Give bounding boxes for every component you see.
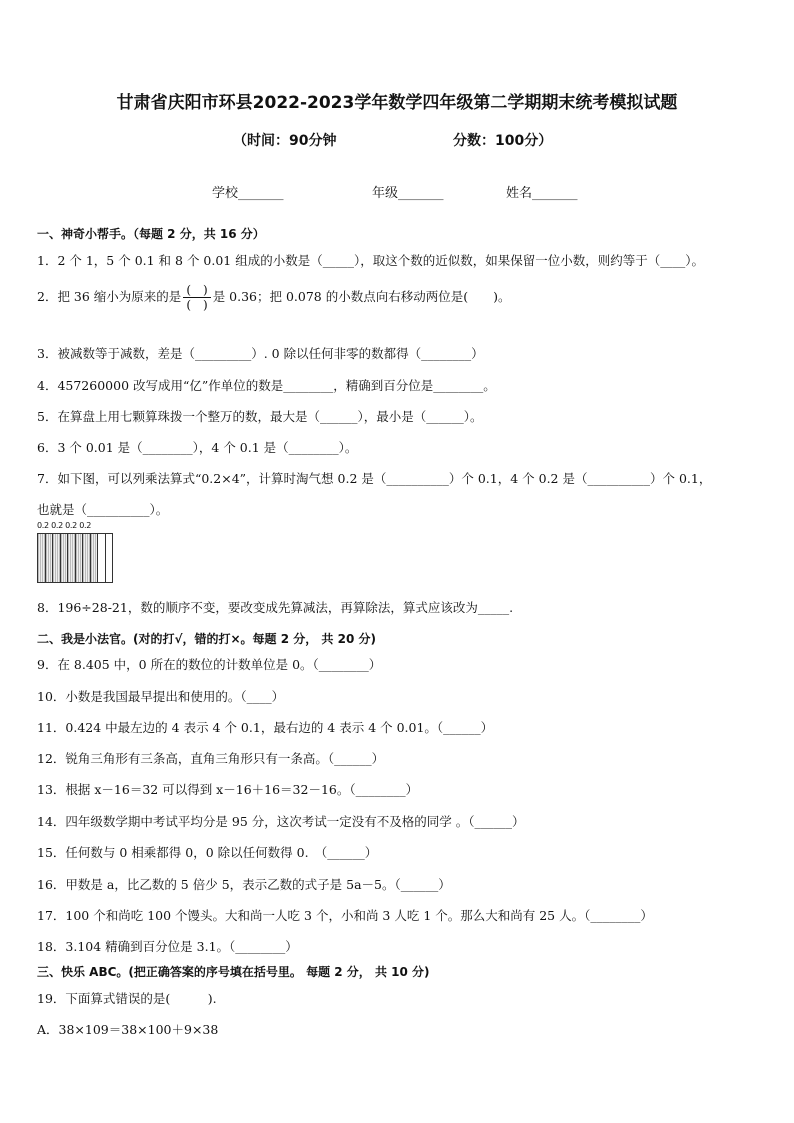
question-10: 10．小数是我国最早提出和使用的。（____） [37, 689, 285, 704]
section-3-heading: 三、快乐 ABC。(把正确答案的序号填在括号里。 每题 2 分， 共 10 分) [37, 965, 430, 979]
question-12: 12．锐角三角形有三条高，直角三角形只有一条高。（______） [37, 751, 385, 766]
question-9: 9．在 8.405 中，0 所在的数位的计数单位是 0。（________） [37, 657, 382, 672]
question-18: 18．3.104 精确到百分位是 3.1。（________） [37, 939, 298, 954]
section-1-heading: 一、神奇小帮手。（每题 2 分，共 16 分） [37, 227, 265, 241]
strip-column [68, 534, 76, 582]
decimal-strip-figure [37, 521, 117, 585]
section-2-heading: 二、我是小法官。(对的打√，错的打×。每题 2 分， 共 20 分) [37, 632, 376, 646]
figure-grid [37, 533, 113, 583]
strip-column [46, 534, 54, 582]
strip-column [83, 534, 91, 582]
strip-column [98, 534, 106, 582]
question-17: 17．100 个和尚吃 100 个馒头。大和尚一人吃 3 个，小和尚 3 人吃 1 个。那么大和尚有 25 人。（________） [37, 908, 653, 923]
question-19: 19．下面算式错误的是( ). [37, 991, 217, 1006]
strip-column [106, 534, 113, 582]
question-11: 11．0.424 中最左边的 4 表示 4 个 0.1，最右边的 4 表示 4 个 0.01。（______） [37, 720, 494, 735]
question-1: 1．2 个 1，5 个 0.1 和 8 个 0.01 组成的小数是（_____），取这个数的近似数，如果保留一位小数，则约等于（____）。 [37, 253, 704, 268]
figure-labels: 0.2 0.2 0.2 0.2 [37, 521, 92, 530]
question-5: 5．在算盘上用七颗算珠拨一个整万的数，最大是（______），最小是（______）。 [37, 409, 483, 424]
question-3: 3．被减数等于减数，差是（_________）. 0 除以任何非零的数都得（________） [37, 346, 484, 361]
strip-column [61, 534, 69, 582]
exam-score: 分数：100分） [453, 133, 553, 149]
strip-column [53, 534, 61, 582]
question-4: 4．457260000 改写成用“亿”作单位的数是________，精确到百分位是________。 [37, 378, 496, 393]
school-field[interactable]: 学校_______ [212, 186, 284, 201]
name-field[interactable]: 姓名_______ [506, 186, 578, 201]
grade-field[interactable]: 年级_______ [372, 186, 444, 201]
fraction-denominator: ( ) [186, 298, 208, 312]
question-14: 14．四年级数学期中考试平均分是 95 分，这次考试一定没有不及格的同学 。（______） [37, 814, 525, 829]
strip-column [38, 534, 46, 582]
question-7-line-2: 也就是（__________）。 [37, 502, 169, 517]
option-a[interactable]: A．38×109＝38×100＋9×38 [37, 1022, 219, 1037]
question-15: 15．任何数与 0 相乘都得 0，0 除以任何数得 0. （______） [37, 845, 378, 860]
question-16: 16．甲数是 a，比乙数的 5 倍少 5，表示乙数的式子是 5a－5。（______） [37, 877, 451, 892]
exam-time: （时间：90分钟 [233, 133, 337, 149]
question-2 [37, 283, 510, 312]
page-title: 甘肃省庆阳市环县2022-2023学年数学四年级第二学期期末统考模拟试题 [116, 93, 678, 113]
question-2-text-a: 2．把 36 缩小为原来的是 [37, 289, 182, 304]
question-8: 8．196÷28-21，数的顺序不变，要改变成先算减法，再算除法，算式应该改为_____. [37, 600, 514, 615]
question-6: 6．3 个 0.01 是（________），4 个 0.1 是（________）。 [37, 440, 358, 455]
fraction-blank[interactable] [183, 283, 210, 312]
strip-column [91, 534, 99, 582]
question-2-text-b: 是 0.36；把 0.078 的小数点向右移动两位是( )。 [212, 289, 511, 304]
strip-column [76, 534, 84, 582]
fraction-numerator: ( ) [183, 283, 210, 298]
question-13: 13．根据 x－16＝32 可以得到 x－16＋16＝32－16。（________） [37, 782, 419, 797]
question-7-line-1: 7．如下图，可以列乘法算式“0.2×4”，计算时淘气想 0.2 是（__________）个 0.1，4 个 0.2 是（__________）个 0.1， [37, 471, 712, 486]
